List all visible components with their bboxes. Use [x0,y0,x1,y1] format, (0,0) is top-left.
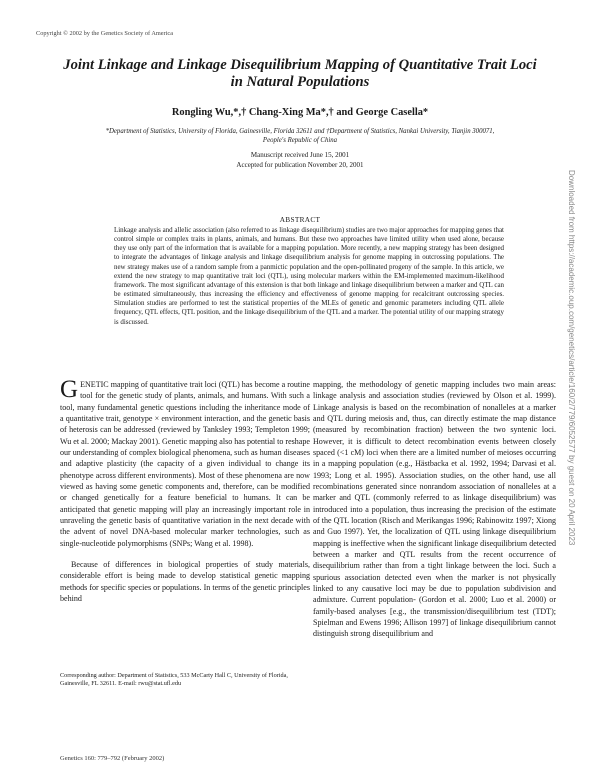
copyright-line: Copyright © 2002 by the Genetics Society of America [36,30,173,37]
intro-paragraph-3: mapping, the methodology of genetic mapping includes two main areas: linkage analysis and association studies (reviewed by Olson et al. 1999). Linkage analysis is based on the recombination of nonalleles at a marker and QTL during meiosis and, thus, can directly estimate the map distance (measured by recombination fraction) between the two syntenic loci. However, it is difficult to detect recombination events between closely spaced (<1 cM) loci when there are a limited number of meioses occurring in a mapping population (e.g., Hästbacka et al. 1992, 1994; Darvasi et al. 1993; Long et al. 1995). Association studies, on the other hand, use all recombinations generated since nonrandom association of nonalleles at a marker and QTL (commonly referred to as linkage disequilibrium) was introduced into a population, thus increasing the precision of the estimate of the QTL location (Risch and Merikangas 1996; Rabinowitz 1997; Xiong and Guo 1997). Yet, the localization of QTL using linkage disequilibrium mapping is ineffective when the significant linkage disequilibrium detected between a marker and QTL results from the recent occurrence of disequilibrium rather than from a tight linkage between the loci. Such a spurious association detected even when the marker is not physically linked to any causative loci may be due to population subdivision and admixture. Current population- (Gordon et al. 2000; Luo et al. 2000) or family-based analyses [e.g., the transmission/disequilibrium test (TDT); Spielman and Ewens 1996; Allison 1997] of linkage disequilibrium cannot distinguish strong disequilibrium and [313,380,556,639]
accepted-date: Accepted for publication November 20, 2001 [236,160,364,169]
journal-citation: Genetics 160: 779–792 (February 2002) [60,755,165,762]
affiliations: *Department of Statistics, University of Florida, Gainesville, Florida 32611 and †Department of Statistics, Nankai University, Tianjin 300071, People's Republic of China [105,128,495,145]
author-list: Rongling Wu,*,† Chang-Xing Ma*,† and George Casella* [171,107,429,118]
intro-paragraph-1 [60,376,310,549]
body-left-column [60,376,310,604]
intro-paragraph-1-text: ENETIC mapping of quantitative trait loci (QTL) has become a routine tool for the genetic study of plants, animals, and humans. With such a tool, many fundamental genetic questions including the inheritance mode of a quantitative trait, genotype × environment interaction, and the genetic basis of heterosis can be addressed (reviewed by Tanksley 1993; Templeton 1999; Wu et al. 2000; Mackay 2001). Genetic mapping also has potential to reshape our understanding of complex biological phenomena, such as human diseases and adaptive plasticity (the capacity of a given individual to change its phenotype across different environments). Most of these phenomena are now viewed as having some genetic components and, therefore, can be modified or changed genetically for a feature beneficial to humans. It can be anticipated that genetic mapping will play an increasingly important role in unraveling the genetic basis of quantitative variation in the next decade with the advent of novel DNA-based molecular marker technologies, such as single-nucleotide polymorphisms (SNPs; Wang et al. 1998). [60,380,310,548]
drop-cap: G [60,376,79,403]
abstract-text: Linkage analysis and allelic association (also referred to as linkage disequilibrium) studies are two major approaches for mapping genes that control simple or complex traits in plants, animals, and humans. But these two approaches have limited utility when used alone, because they use only part of the information that is available for a mapping population. More recently, a new mapping strategy has been designed to integrate the advantages of linkage analysis and linkage disequilibrium analysis for genome mapping in outcrossing populations. The new strategy makes use of a random sample from a panmictic population and the open-pollinated progeny of the sample. In this article, we extend the new strategy to map quantitative trait loci (QTL), using molecular markers within the EM-implemented maximum-likelihood framework. The most significant advantage of this extension is that both linkage and linkage disequilibrium between a marker and QTL can be estimated simultaneously, thus increasing the efficiency and effectiveness of genome mapping for recalcitrant outcrossing species. Simulation studies are performed to test the statistical properties of the MLEs of genetic and genomic parameters including QTL allele frequency, QTL effects, QTL position, and the linkage disequilibrium of the QTL and a marker. The potential utility of our mapping strategy is discussed. [114,226,504,326]
intro-paragraph-2: Because of differences in biological properties of study materials, considerable effort is being made to develop statistical genetic mapping methods for specific species or populations. In terms of the genetic principles behind [60,559,310,603]
download-watermark [566,170,578,640]
body-right-column [313,379,556,640]
abstract-heading: ABSTRACT [279,215,321,224]
received-date: Manuscript received June 15, 2001 [250,151,350,159]
paper-title: Joint Linkage and Linkage Disequilibrium Mapping of Quantitative Trait Loci in Natural Populations [63,57,537,90]
download-watermark-text: Downloaded from https://academic.oup.com/genetics/article/160/2/779/6052577 by guest on 20 April 2023 [567,170,576,546]
manuscript-dates [100,151,500,170]
corresponding-author-footnote: Corresponding author: Department of Statistics, 533 McCarty Hall C, University of Florida, Gainesville, FL 32611. E-mail: rwu@stat.ufl.edu [60,672,288,687]
